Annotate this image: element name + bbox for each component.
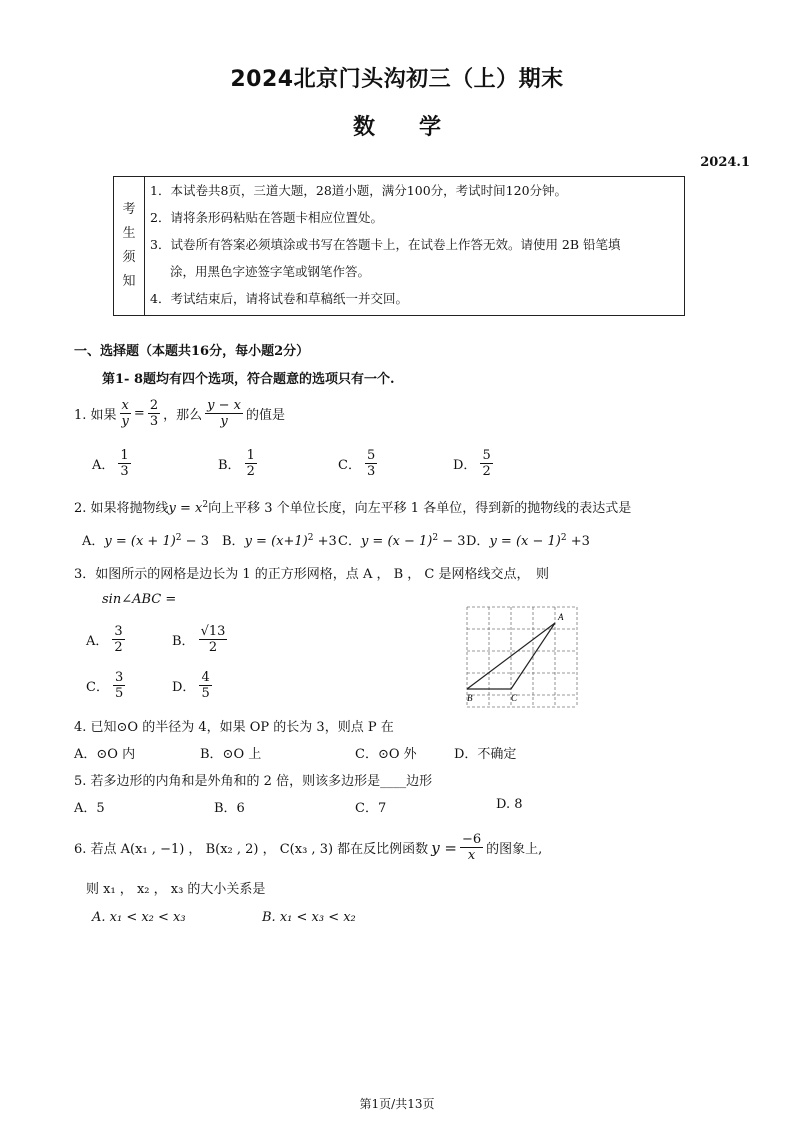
q1-equals: = xyxy=(133,406,145,421)
question-3: 3．如图所示的网格是边长为 1 的正方形网格，点 A ， B ， C 是网格线交点， 则 xyxy=(74,567,549,582)
notice-item: 涂，用黑色字迹签字笔或钢笔作答。 xyxy=(170,264,371,279)
point-c-label: C xyxy=(511,693,518,703)
notice-heading-char: 须 xyxy=(122,250,136,265)
notice-heading-char: 生 xyxy=(122,226,136,241)
q1-condition-fraction: $\frac{x}{y}$ xyxy=(121,398,129,429)
question-2: 2. 如果将抛物线$y = x^2$向上平移 3 个单位长度，向左平移 1 各单位，得到新的抛物线的表达式是 xyxy=(74,500,632,516)
grid-lines xyxy=(467,607,577,707)
notice-item: 4．考试结束后，请将试卷和草稿纸一并交回。 xyxy=(150,291,408,306)
q4-option-b: B．⊙O 上 xyxy=(200,747,262,762)
q1-option-b: B． $\frac{1}{2}$ xyxy=(218,448,255,479)
section-instruction: 第1- 8题均有四个选项，符合题意的选项只有一个. xyxy=(102,372,395,387)
q2-option-c: C．$y = (x - 1)^2 - 3$ xyxy=(338,533,466,549)
notice-item: 1．本试卷共8页，三道大题，28道小题，满分100分，考试时间120分钟。 xyxy=(150,183,568,198)
q3-option-a: A． $\frac{3}{2}$ xyxy=(86,624,123,655)
question-1 xyxy=(74,398,285,429)
q3-option-d: D． $\frac{4}{5}$ xyxy=(172,670,210,701)
q5-option-c: C．7 xyxy=(355,801,387,816)
notice-heading-char: 知 xyxy=(122,274,136,289)
q6-line2: 则 x₁ ， x₂ ， x₃ 的大小关系是 xyxy=(86,882,266,897)
question-4: 4. 已知⊙O 的半径为 4，如果 OP 的长为 3，则点 P 在 xyxy=(74,720,394,735)
q4-option-a: A．⊙O 内 xyxy=(74,747,136,762)
q5-option-b: B．6 xyxy=(214,801,245,816)
q3-option-c: C． $\frac{3}{5}$ xyxy=(86,670,124,701)
q2-option-d: D．$y = (x - 1)^2 +3$ xyxy=(466,533,590,549)
subject-title: 数 学 xyxy=(352,115,441,140)
point-a-label: A xyxy=(558,612,564,622)
q5-option-d: D. 8 xyxy=(496,797,523,812)
q4-option-c: C．⊙O 外 xyxy=(355,747,417,762)
q1-expression: $\frac{y - x}{y}$ xyxy=(207,398,241,429)
question-5: 5. 若多边形的内角和是外角和的 2 倍，则该多边形是____边形 xyxy=(74,774,433,789)
page-number: 第1页/共13页 xyxy=(359,1097,435,1111)
point-b-label: B xyxy=(467,693,473,703)
notice-item: 3．试卷所有答案必须填涂或书写在答题卡上，在试卷上作答无效。请使用 2B 铅笔填 xyxy=(150,237,621,252)
q3-option-b: B． $\frac{√13}{2}$ xyxy=(172,624,226,655)
q6-option-a: A. x₁ < x₂ < x₃ xyxy=(92,910,186,925)
q6-func-lhs: y = xyxy=(431,838,457,857)
q1-suffix: 的值是 xyxy=(245,408,285,423)
q6-func-fraction: $\frac{-6}{x}$ xyxy=(462,832,482,863)
q5-option-a: A．5 xyxy=(74,801,105,816)
notice-heading xyxy=(114,177,145,315)
q1-option-c: C． $\frac{5}{3}$ xyxy=(338,448,376,479)
q6-text: 6. 若点 A(x₁ , −1) ， B(x₂ , 2) ， C(x₃ , 3) 都在反比例函数 xyxy=(74,842,429,857)
q4-option-d: D．不确定 xyxy=(454,747,517,762)
notice-item: 2．请将条形码粘贴在答题卡相应位置处。 xyxy=(150,210,383,225)
page-title: 2024北京门头沟初三（上）期末 xyxy=(230,67,564,92)
q3-expression: sin∠ABC = xyxy=(102,592,177,607)
q1-option-a: A． $\frac{1}{3}$ xyxy=(92,448,129,479)
q1-option-d: D． $\frac{5}{2}$ xyxy=(453,448,491,479)
q6-option-b: B. x₁ < x₃ < x₂ xyxy=(262,910,356,925)
q2-option-a: A．$y = (x + 1)^2 - 3$ xyxy=(82,533,209,549)
q1-prefix: 1. 如果 xyxy=(74,408,117,423)
exam-notice-box xyxy=(113,176,685,316)
notice-heading-char: 考 xyxy=(122,202,136,217)
q6-text-end: 的图象上, xyxy=(486,842,543,857)
section-heading: 一、选择题（本题共16分，每小题2分） xyxy=(74,344,310,359)
q2-option-b: B．$y = (x+1)^2 +3$ xyxy=(222,533,337,549)
q3-grid-figure xyxy=(464,604,580,710)
question-6 xyxy=(74,832,542,863)
q1-mid: ，那么 xyxy=(163,408,203,423)
q1-condition-value: $\frac{2}{3}$ xyxy=(149,398,159,429)
exam-date: 2024.1 xyxy=(700,155,750,170)
